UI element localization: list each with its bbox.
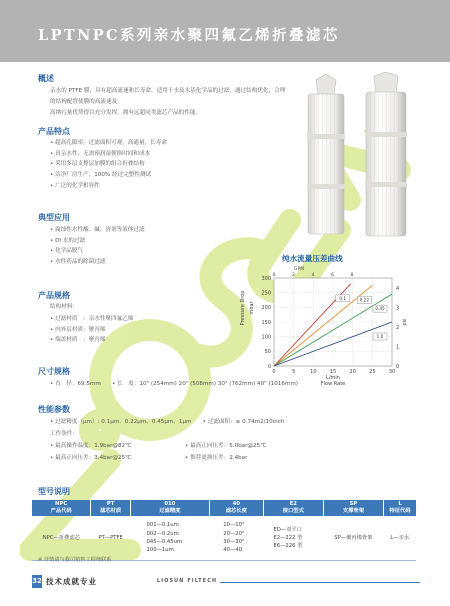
applications-list — [50, 225, 145, 268]
y2-tick-label: 0 — [396, 363, 400, 370]
application-item: • 化学品脱气 — [50, 246, 145, 257]
flow-pressure-chart — [232, 262, 432, 388]
model-cell: SP—聚丙烯骨架 — [323, 516, 383, 561]
application-item: • 腐蚀性水性酸、碱、溶剂等液体过滤 — [50, 225, 145, 236]
x-tick-label: 5 — [292, 369, 296, 375]
model-note: ※ 详情请与我司销售工程师联系 — [38, 557, 112, 563]
header-band — [0, 0, 450, 62]
model-heading: 型号说明 — [38, 487, 70, 496]
y-tick-label: 250 — [261, 290, 271, 297]
y2-axis-label: psi — [402, 318, 408, 326]
top-tick-label: 6 — [331, 273, 334, 278]
x-tick-label: 0 — [272, 369, 276, 375]
y-tick-label: 150 — [261, 319, 271, 326]
feature-item: • 真亲水性，无需预润湿便换时间和成本 — [50, 149, 167, 160]
x-axis-label-2: Flow Rate — [320, 381, 346, 387]
model-table — [32, 500, 416, 561]
model-col-header: 40 滤芯长度 — [209, 500, 263, 516]
features-list — [50, 138, 167, 191]
y2-tick-label: 4 — [396, 285, 400, 292]
chart-title: 纯水流量压差曲线 — [282, 254, 343, 263]
application-item: • DI 水的过滤 — [50, 236, 145, 247]
model-table-header — [32, 500, 416, 516]
model-cell: L—亲水 — [384, 516, 416, 561]
x-tick-label: 20 — [349, 369, 356, 375]
model-col-header: L 特征代码 — [384, 500, 416, 516]
performance-line: • 过滤精度（μm）: 0.1μm、0.22μm、0.45μm、1μm • 过滤面积：≥ 0.74m2/10inch — [50, 419, 285, 425]
performance-line: • 推荐更换压差：2.4bar — [185, 455, 248, 461]
y-axis-label: Pressure Drop — [240, 290, 246, 326]
series-label: 0.1 — [339, 295, 347, 301]
y-tick-label: 200 — [261, 305, 271, 312]
model-cell: NPC—折叠滤芯 — [32, 516, 91, 561]
spec-item: • 过滤材质 ：亲水性聚四氟乙烯 — [50, 314, 133, 325]
specs-list — [50, 314, 133, 346]
specs-heading: 产品规格 — [38, 291, 70, 300]
y-tick-label: 0 — [267, 363, 271, 370]
feature-item: • 广泛的化学相容性 — [50, 181, 167, 192]
footer-brand: LIOSUN FILTECH — [157, 579, 218, 584]
overview-line: 高纳污量优势得以充分发挥，拥有远超同类滤芯产品的性能。 — [50, 109, 202, 116]
dimensions-text: • 直 径：69.5mm • 长 度：10" (254mm) 20" (508mm) 30" (762mm) 40" (1016mm) — [50, 381, 298, 387]
model-col-header: NPC 产品代码 — [32, 500, 91, 516]
performance-line: • 最高操作温度：1.9bar@82℃ — [50, 443, 132, 449]
y-axis-unit: mbar — [249, 301, 255, 315]
y2-tick-label: 1 — [396, 344, 400, 351]
model-cell: 10—10" 20—20" 30—30" 40—40 — [209, 516, 263, 561]
model-cell: PT—PTFE — [91, 516, 131, 561]
y-tick-label: 300 — [261, 275, 271, 282]
y2-tick-label: 2 — [396, 324, 400, 331]
overview-text — [50, 86, 290, 118]
model-cell: ED—双平口 E2—222 型 E6—226 型 — [263, 516, 323, 561]
footer-divider — [220, 582, 420, 583]
feature-item: • 洁净厂房生产，100% 经过完整性测试 — [50, 170, 167, 181]
top-axis-label: GPM — [294, 267, 305, 272]
feature-item: • 超高孔隙率，过滤面积可观，高通量，长寿命 — [50, 138, 167, 149]
series-label: 0.45 — [375, 306, 385, 312]
spec-item: • 内外层材质：聚丙烯 — [50, 325, 133, 336]
table-row — [32, 516, 416, 561]
overview-line: 亲水的 PTFE 膜，具有超高流速和长寿命，适用于水及水基化学品的过滤。通过结构优化，合理的结构配置使膜的高流速及 — [50, 88, 286, 105]
features-heading: 产品特点 — [38, 127, 70, 136]
y-tick-label: 50 — [264, 349, 271, 356]
top-tick-label: 0 — [272, 273, 276, 278]
top-tick-label: 4 — [311, 273, 315, 278]
x-tick-label: 30 — [388, 369, 396, 375]
model-col-header: SP 支撑骨架 — [323, 500, 383, 516]
model-cell: 001—0.1um 002—0.2um 045—0.45um 100—1um — [130, 516, 209, 561]
model-col-header: 010 过滤精度 — [130, 500, 209, 516]
performance-line: • 最高正向压差：3.4bar@25℃ — [50, 455, 132, 461]
conditions-label: 工作条件： — [50, 431, 78, 437]
page-number: 32 — [32, 575, 42, 588]
performance-line: • 最高正向压差：5.0bar@25℃ — [185, 443, 267, 449]
applications-heading: 典型应用 — [38, 213, 70, 222]
top-tick-label: 8 — [350, 273, 354, 278]
series-label: 0.22 — [359, 297, 369, 303]
filter-cartridges-image — [290, 72, 428, 240]
x-tick-label: 15 — [329, 369, 337, 375]
x-tick-label: 10 — [310, 369, 317, 375]
feature-item: • 采用多层支撑层加膜的组合折叠结构 — [50, 159, 167, 170]
page-title: LPTNPC系列亲水聚四氟乙烯折叠滤芯 — [38, 27, 340, 44]
filter-cartridge-left — [307, 74, 345, 234]
performance-heading: 性能参数 — [38, 405, 70, 414]
specs-material-label: 结构材料： — [50, 304, 78, 310]
filter-cartridge-right — [365, 72, 407, 236]
series-label: 1.0 — [376, 334, 384, 339]
footer-slogan: 技术成就专业 — [46, 577, 97, 586]
application-item: • 水性药品的除菌过滤 — [50, 257, 145, 268]
overview-heading: 概述 — [38, 74, 54, 83]
top-tick-label: 2 — [292, 273, 295, 278]
x-tick-label: 25 — [369, 369, 376, 375]
model-col-header: PT 滤芯材质 — [91, 500, 131, 516]
y-tick-label: 100 — [261, 334, 271, 341]
model-col-header: E2 接口型式 — [263, 500, 323, 516]
y2-tick-label: 3 — [396, 305, 400, 312]
dimensions-heading: 尺寸规格 — [38, 367, 70, 376]
x-axis-label: L/min — [326, 375, 340, 381]
spec-item: • 端盖材质 ：聚丙烯 — [50, 335, 133, 346]
